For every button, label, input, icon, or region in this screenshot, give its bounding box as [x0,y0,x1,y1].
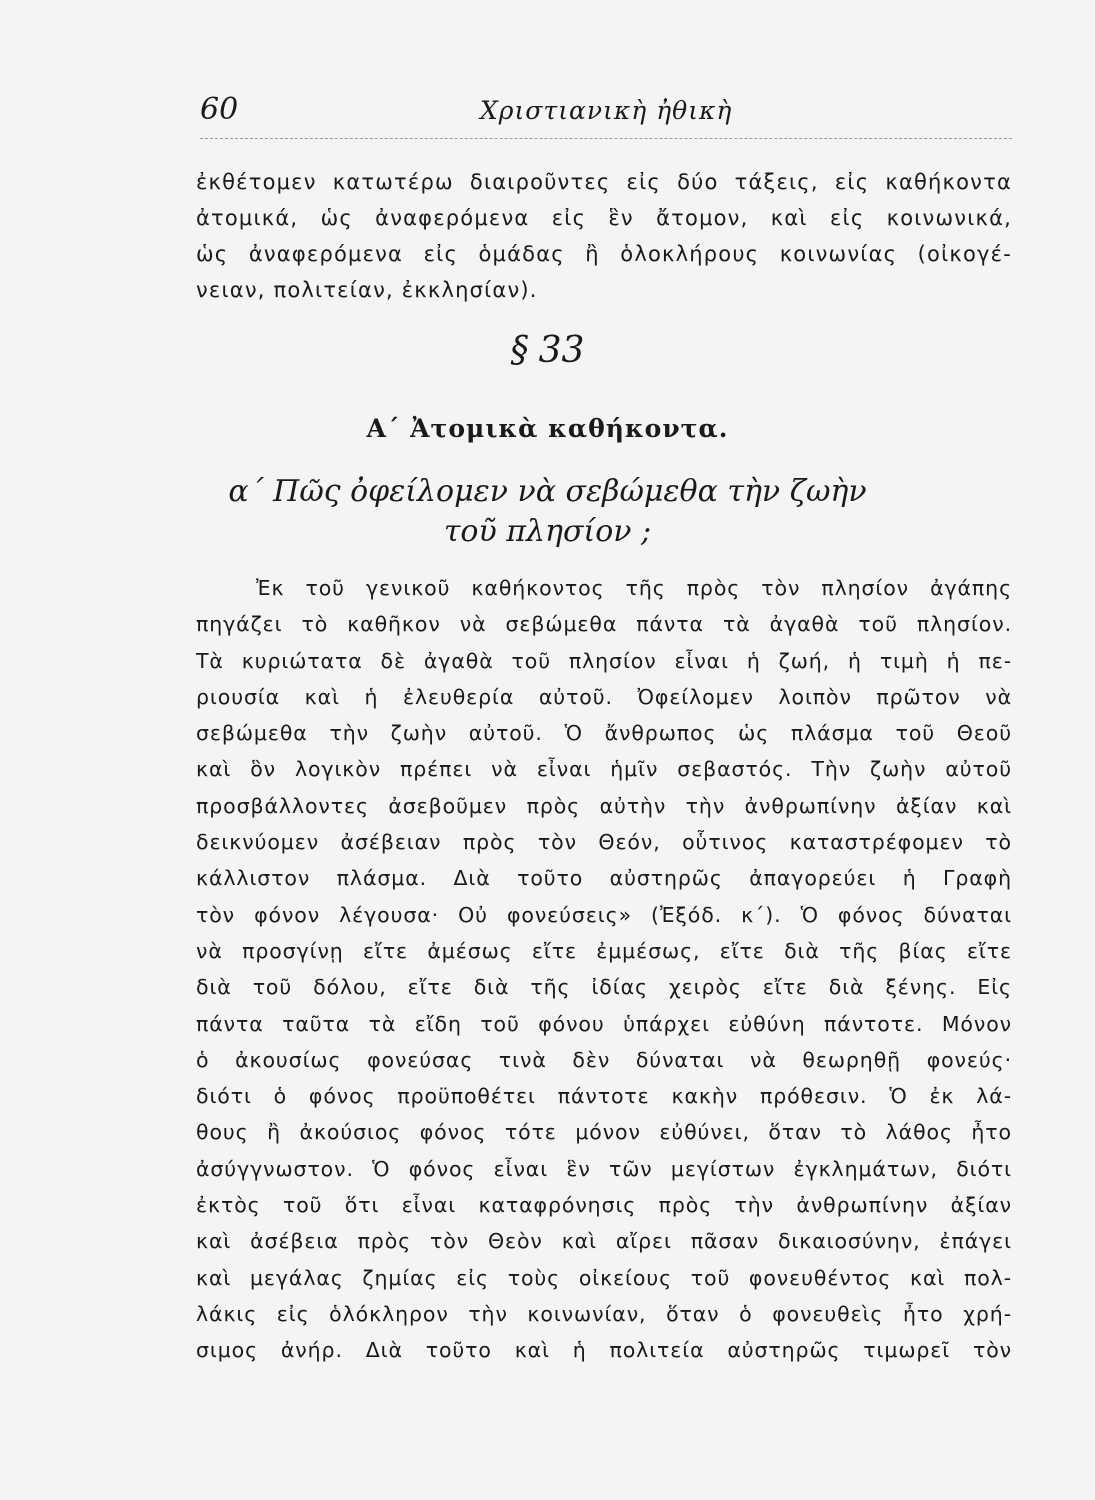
text-line: Τὰ κυριώτατα δὲ ἀγαθὰ τοῦ πλησίον εἶναι ἡ ζωή, ἡ τιμὴ ἡ πε- [196,648,1012,673]
text-line: πάντα ταῦτα τὰ εἴδη τοῦ φόνου ὑπάρχει εὐθύνη πάντοτε. Μόνον [196,1011,1012,1036]
text-line: πηγάζει τὸ καθῆκον νὰ σεβώμεθα πάντα τὰ ἀγαθὰ τοῦ πλησίον. [196,612,1012,637]
text-line: διὰ τοῦ δόλου, εἴτε διὰ τῆς ἰδίας χειρὸς εἴτε διὰ ξένης. Εἰς [196,975,1012,1000]
text-line: ἐκτὸς τοῦ ὅτι εἶναι καταφρόνησις πρὸς τὴν ἀνθρωπίνην ἀξίαν [196,1193,1012,1218]
text-line: σιμος ἀνήρ. Διὰ τοῦτο καὶ ἡ πολιτεία αὐστηρῶς τιμωρεῖ τὸν [196,1338,1012,1363]
intro-paragraph [196,164,1012,308]
text-line: κάλλιστον πλάσμα. Διὰ τοῦτο αὐστηρῶς ἀπαγορεύει ἡ Γραφὴ [196,866,1012,891]
body-paragraph [196,570,1012,1369]
text-line: Ἐκ τοῦ γενικοῦ καθήκοντος τῆς πρὸς τὸν πλησίον ἀγάπης [256,576,1012,600]
chapter-subheading: Α΄ Ἀτομικὰ καθήκοντα. [366,414,729,443]
text-line: λάκις εἰς ὁλόκληρον τὴν κοινωνίαν, ὅταν ὁ φονευθεὶς ἦτο χρή- [196,1301,1012,1326]
text-line: προσβάλλοντες ἀσεβοῦμεν πρὸς αὐτὴν τὴν ἀνθρωπίνην ἀξίαν καὶ [196,793,1012,818]
text-line: ἐκθέτομεν κατωτέρω διαιροῦντες εἰς δύο τάξεις, εἰς καθήκοντα [196,170,1012,194]
question-line-1: α΄ Πῶς ὀφείλομεν νὰ σεβώμεθα τὴν ζωὴν [228,474,867,509]
text-line: δεικνύομεν ἀσέβειαν πρὸς τὸν Θεόν, οὗτινος καταστρέφομεν τὸ [196,830,1012,855]
text-line: σεβώμεθα τὴν ζωὴν αὐτοῦ. Ὁ ἄνθρωπος ὡς πλάσμα τοῦ Θεοῦ [196,721,1012,746]
running-title: Χριστιανικὴ ἠθικὴ [480,96,733,125]
question-heading [0,472,1095,552]
text-line: νειαν, πολιτείαν, ἐκκλησίαν). [196,278,538,302]
question-line-2: τοῦ πλησίον ; [443,514,652,549]
text-line: ἀσύγγνωστον. Ὁ φόνος εἶναι ἓν τῶν μεγίστων ἐγκλημάτων, διότι [196,1156,1012,1181]
text-line: ὁ ἀκουσίως φονεύσας τινὰ δὲν δύναται νὰ θεωρηθῇ φονεύς· [196,1047,1012,1072]
text-line: τὸν φόνον λέγουσα· Οὐ φονεύσεις» (Ἐξόδ. κ΄). Ὁ φόνος δύναται [196,902,1012,927]
text-line: καὶ μεγάλας ζημίας εἰς τοὺς οἰκείους τοῦ φονευθέντος καὶ πολ- [196,1265,1012,1290]
section-symbol: § [510,330,529,371]
header-rule [200,138,1012,139]
text-line: ριουσία καὶ ἡ ἐλευθερία αὐτοῦ. Ὀφείλομεν λοιπὸν πρῶτον νὰ [196,684,1012,709]
text-line: διότι ὁ φόνος προϋποθέτει πάντοτε κακὴν πρόθεσιν. Ὁ ἐκ λά- [196,1084,1012,1109]
text-line: ὡς ἀναφερόμενα εἰς ὁμάδας ἢ ὁλοκλήρους κοινωνίας (οἰκογέ- [196,242,1012,266]
section-number: 33 [538,330,585,371]
text-line: θους ἢ ἀκούσιος φόνος τότε μόνον εὐθύνει, ὅταν τὸ λάθος ἦτο [196,1120,1012,1145]
text-line: νὰ προσγίνῃ εἴτε ἀμέσως εἴτε ἐμμέσως, εἴτε διὰ τῆς βίας εἴτε [196,938,1012,963]
section-heading [0,330,1095,371]
text-line: ἀτομικά, ὡς ἀναφερόμενα εἰς ἓν ἄτομον, καὶ εἰς κοινωνικά, [196,206,1012,230]
text-line: καὶ ὃν λογικὸν πρέπει νὰ εἶναι ἡμῖν σεβαστός. Τὴν ζωὴν αὐτοῦ [196,757,1012,782]
text-line: καὶ ἀσέβεια πρὸς τὸν Θεὸν καὶ αἴρει πᾶσαν δικαιοσύνην, ἐπάγει [196,1229,1012,1254]
page-number: 60 [200,92,239,127]
